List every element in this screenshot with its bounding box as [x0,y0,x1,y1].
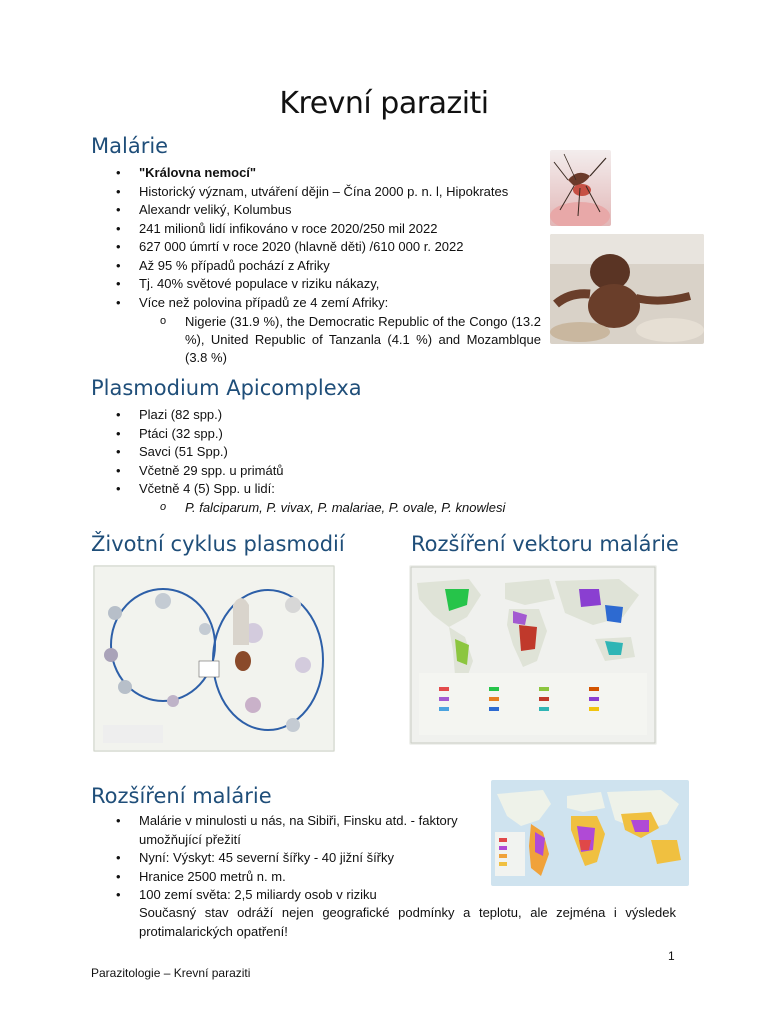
list-item: • Hranice 2500 metrů n. m. [91,868,476,887]
list-item: • Alexandr veliký, Kolumbus [91,201,541,220]
heading-malaria: Malárie [91,134,169,158]
list-item: • Ptáci (32 spp.) [91,425,541,444]
malaria-list [91,164,541,367]
mosquito-image [550,150,611,226]
list-item: • 627 000 úmrtí v roce 2020 (hlavně děti) /610 000 r. 2022 [91,238,541,257]
spread-list [91,812,476,905]
list-item: • 241 milionů lidí infikováno v roce 2020/250 mil 2022 [91,220,541,239]
page-number: 1 [668,949,675,963]
page-footer: Parazitologie – Krevní paraziti [91,966,251,980]
list-item: • Tj. 40% světové populace v riziku nákazy, [91,275,541,294]
heading-vector: Rozšíření vektoru malárie [411,532,679,556]
list-item: • Více než polovina případů ze 4 zemí Afriky: [91,294,541,313]
child-photo [550,234,704,344]
page-title: Krevní paraziti [279,86,489,121]
list-item: • "Královna nemocí" [91,164,541,183]
list-subitem: o P. falciparum, P. vivax, P. malariae, P. ovale, P. knowlesi [91,499,541,517]
list-item: • Včetně 4 (5) Spp. u lidí: [91,480,541,499]
heading-plasmodium: Plasmodium Apicomplexa [91,376,362,400]
plasmodium-list [91,406,541,517]
list-subitem: o Nigerie (31.9 %), the Democratic Republic of the Congo (13.2 %), United Republic of Tanzanla (4.1 %) and Mozamblque (3.8 %) [91,313,541,367]
heading-lifecycle: Životní cyklus plasmodií [91,532,345,556]
list-item: • Nyní: Výskyt: 45 severní šířky - 40 jižní šířky [91,849,476,868]
spread-note: Současný stav odráží nejen geografické podmínky a teplotu, ale zejména i výsledek protimalarických opatření! [139,905,676,939]
list-item: • Až 95 % případů pochází z Afriky [91,257,541,276]
malaria-map-image [491,780,689,886]
list-item: • Malárie v minulosti u nás, na Sibiři, Finsku atd. - faktory umožňující přežití [91,812,476,849]
list-item: • Savci (51 Spp.) [91,443,541,462]
list-item: • Včetně 29 spp. u primátů [91,462,541,481]
vector-map-image [409,565,657,745]
list-item: • Historický význam, utváření dějin – Čína 2000 p. n. l, Hipokrates [91,183,541,202]
list-item: • 100 zemí světa: 2,5 miliardy osob v riziku [91,886,476,905]
lifecycle-diagram-image [93,565,335,752]
heading-spread: Rozšíření malárie [91,784,272,808]
list-item: • Plazi (82 spp.) [91,406,541,425]
